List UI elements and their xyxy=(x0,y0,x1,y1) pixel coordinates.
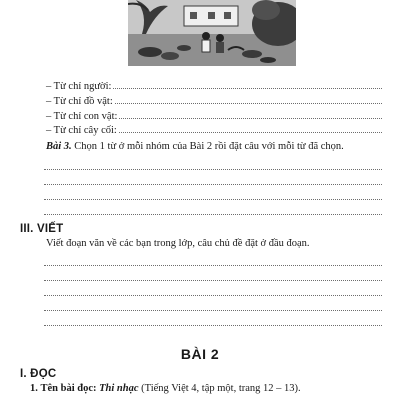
bai3-answer-line[interactable] xyxy=(44,169,382,170)
field-label-nguoi: – Từ chỉ người: xyxy=(46,81,112,92)
reading-item-number: 1. xyxy=(30,383,38,394)
bai3-instruction xyxy=(46,141,386,152)
reading-item-label: Tên bài đọc: xyxy=(40,383,97,394)
bai3-answer-line[interactable] xyxy=(44,199,382,200)
reading-source: (Tiếng Việt 4, tập một, trang 12 – 13). xyxy=(141,383,301,394)
bai3-answer-line[interactable] xyxy=(44,214,382,215)
viet-answer-line[interactable] xyxy=(44,265,382,266)
bai3-number: Bài 3. xyxy=(46,141,72,152)
field-label-do-vat: – Từ chỉ đồ vật: xyxy=(46,96,113,107)
answer-line-do-vat[interactable] xyxy=(115,103,382,104)
field-row-con-vat xyxy=(46,108,382,122)
section-heading-viet: III. VIẾT xyxy=(20,223,64,235)
answer-line-cay-coi[interactable] xyxy=(119,132,382,133)
lesson-title: BÀI 2 xyxy=(180,346,220,362)
field-row-nguoi xyxy=(46,78,382,92)
answer-line-nguoi[interactable] xyxy=(113,88,382,89)
viet-instruction: Viết đoạn văn về các bạn trong lớp, câu chủ đề đặt ở đầu đoạn. xyxy=(46,238,310,249)
field-label-cay-coi: – Từ chỉ cây cối: xyxy=(46,125,117,136)
field-row-do-vat xyxy=(46,93,382,107)
bai3-text: Chọn 1 từ ở mỗi nhóm của Bài 2 rồi đặt câu với mỗi từ đã chọn. xyxy=(74,141,344,152)
reading-title: Thi nhạc xyxy=(99,383,139,394)
classroom-scene-illustration xyxy=(128,0,296,66)
viet-answer-line[interactable] xyxy=(44,295,382,296)
viet-answer-line[interactable] xyxy=(44,310,382,311)
section-heading-doc: I. ĐỌC xyxy=(20,368,57,380)
answer-line-con-vat[interactable] xyxy=(119,118,382,119)
field-label-con-vat: – Từ chỉ con vật: xyxy=(46,111,118,122)
field-row-cay-coi xyxy=(46,122,382,136)
bai3-answer-line[interactable] xyxy=(44,184,382,185)
illustration-drawing xyxy=(128,0,296,66)
viet-answer-line[interactable] xyxy=(44,280,382,281)
viet-answer-line[interactable] xyxy=(44,325,382,326)
reading-item xyxy=(30,383,301,394)
